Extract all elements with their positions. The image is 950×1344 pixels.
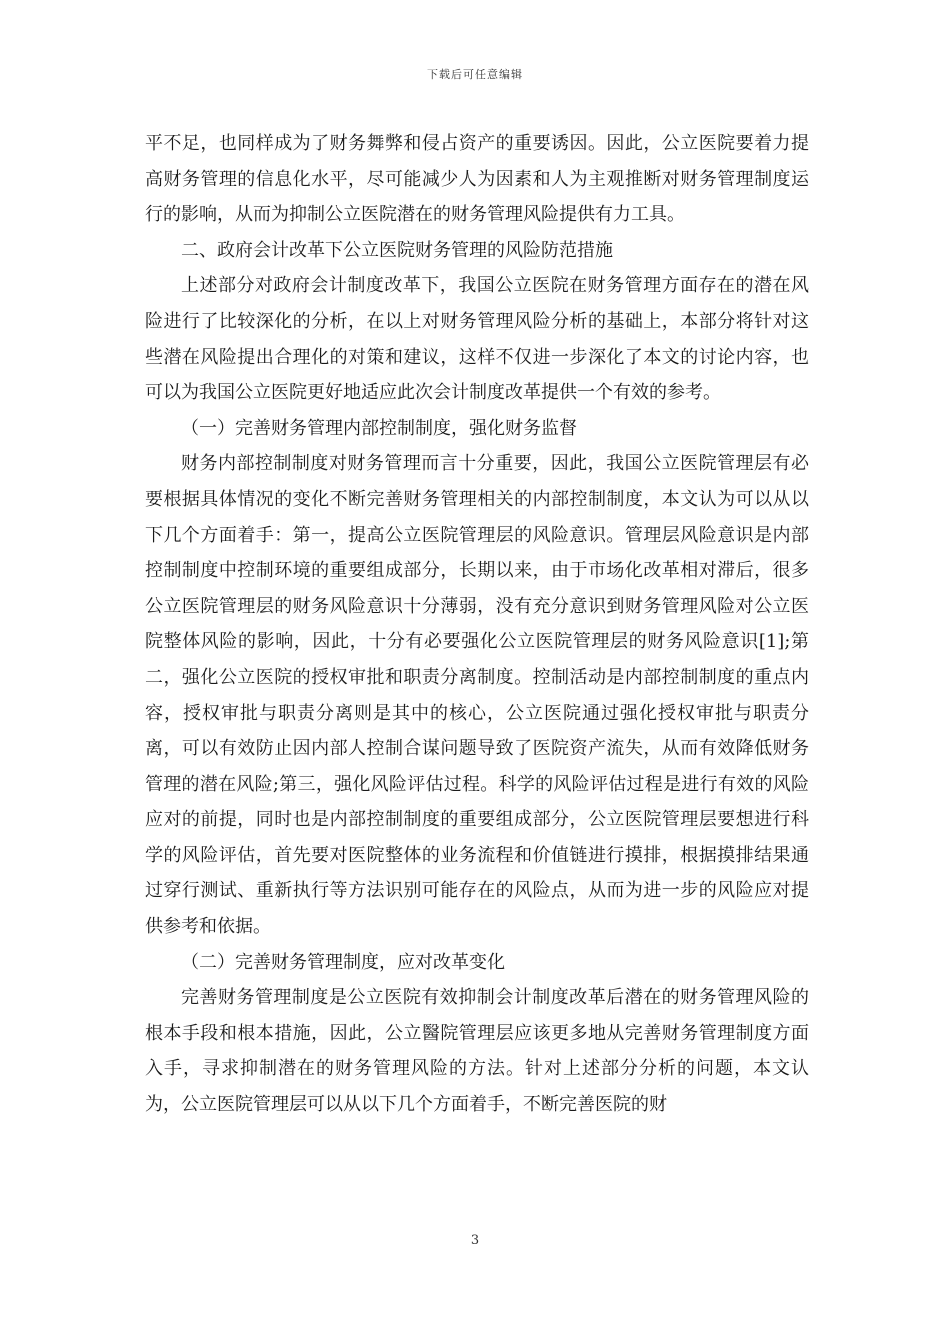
page-header: 下载后可任意编辑 xyxy=(427,68,523,81)
paragraph-intro: 上述部分对政府会计制度改革下，我国公立医院在财务管理方面存在的潜在风险进行了比较深化的分析，在以上对财务管理风险分析的基础上，本部分将针对这些潜在风险提出合理化的对策和建议，这样不仅进一步深化了本文的讨论内容，也可以为我国公立医院更好地适应此次会计制度改革提供一个有效的参考。 xyxy=(145,275,809,404)
page-number: 3 xyxy=(470,1233,480,1248)
paragraph-continuation: 平不足，也同样成为了财务舞弊和侵占资产的重要诱因。因此，公立医院要着力提高财务管理的信息化水平，尽可能减少人为因素和人为主观推断对财务管理制度运行的影响，从而为抑制公立医院潜在的财务管理风险提供有力工具。 xyxy=(145,133,809,226)
paragraph-internal-control: 财务内部控制制度对财务管理而言十分重要，因此，我国公立医院管理层有必要根据具体情况的变化不断完善财务管理相关的内部控制制度，本文认为可以从以下几个方面着手：第一，提高公立医院管理层的风险意识。管理层风险意识是内部控制制度中控制环境的重要组成部分，长期以来，由于市场化改革相对滞后，很多公立医院管理层的财务风险意识十分薄弱，没有充分意识到财务管理风险对公立医院整体风险的影响，因此，十分有必要强化公立医院管理层的财务风险意识[1];第二，强化公立医院的授权审批和职责分离制度。控制活动是内部控制制度的重点内容，授权审批与职责分离则是其中的核心，公立医院通过强化授权审批与职责分离，可以有效防止因内部人控制合谋问题导致了医院资产流失，从而有效降低财务管理的潜在风险;第三，强化风险评估过程。科学的风险评估过程是进行有效的风险应对的前提，同时也是内部控制制度的重要组成部分，公立医院管理层要想进行科学的风险评估，首先要对医院整体的业务流程和价值链进行摸排，根据摸排结果通过穿行测试、重新执行等方法识别可能存在的风险点，从而为进一步的风险应对提供参考和依据。 xyxy=(145,453,809,938)
subsection-heading-1: （一）完善财务管理内部控制制度，强化财务监督 xyxy=(181,417,577,439)
paragraph-financial-system: 完善财务管理制度是公立医院有效抑制会计制度改革后潜在的财务管理风险的根本手段和根本措施，因此，公立醫院管理层应该更多地从完善财务管理制度方面入手，寻求抑制潜在的财务管理风险的方法。针对上述部分分析的问题，本文认为，公立医院管理层可以从以下几个方面着手，不断完善医院的财 xyxy=(145,987,809,1116)
subsection-heading-2: （二）完善财务管理制度，应对改革变化 xyxy=(181,951,505,973)
section-heading-2: 二、政府会计改革下公立医院财务管理的风险防范措施 xyxy=(181,239,613,261)
document-body xyxy=(145,126,809,1123)
